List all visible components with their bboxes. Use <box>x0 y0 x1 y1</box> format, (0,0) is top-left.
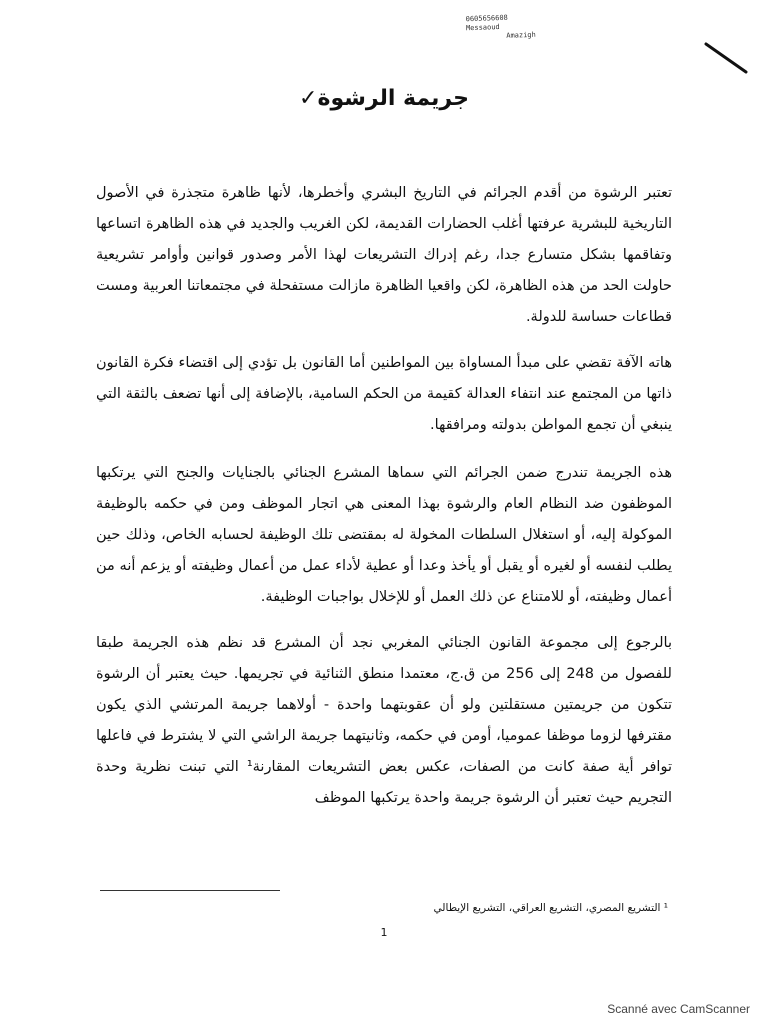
handwritten-note-line: Messaoud <box>465 23 500 33</box>
paragraph: هاته الآفة تقضي على مبدأ المساواة بين المواطنين أما القانون بل تؤدي إلى اقتضاء فكرة القانون ذاتها من المجتمع عند انتفاء العدالة كقيمة من الحكم السامية، بالإضافة إلى أنها تضعف بالثقة التي ينبغي أن تجمع المواطن بدولته ومرافقها. <box>96 355 672 433</box>
paragraph: تعتبر الرشوة من أقدم الجرائم في التاريخ البشري وأخطرها، لأنها ظاهرة متجذرة في الأصول التاريخية للبشرية عرفتها أغلب الحضارات القديمة، لكن الغريب والجديد في هذه الظاهرة اتساعها وتفاقمها بشكل متسارع جدا، رغم إدراك التشريعات لهذا الأمر وصدور قوانين وأوامر تشريعية حاولت الحد من هذه الظاهرة، لكن واقعيا الظاهرة مازالت مستفحلة في مجتمعاتنا العربية ومست قطاعات حساسة للدولة. <box>96 185 672 325</box>
document-body <box>96 178 672 829</box>
paragraph: هذه الجريمة تندرج ضمن الجرائم التي سماها المشرع الجنائي بالجنايات والجنح التي يرتكبها الموظفون ضد النظام العام والرشوة بهذا المعنى هي اتجار الموظف ومن في حكمه بالوظيفة الموكولة إليه، أو استغلال السلطات المخولة له بمقتضى تلك الوظيفة لحسابه الخاص، وذلك حين يطلب لنفسه أو لغيره أو يقبل أو يأخذ وعدا أو عطية لأداء عمل من أعمال وظيفته أو يزعم أنه من أعمال وظيفته، أو للامتناع عن ذلك العمل أو للإخلال بواجبات الوظيفة. <box>96 465 672 605</box>
page-title <box>0 86 768 111</box>
paragraph: بالرجوع إلى مجموعة القانون الجنائي المغربي نجد أن المشرع قد نظم هذه الجريمة طبقا للفصول من 248 إلى 256 من ق.ج، معتمدا منطق الثنائية في تجريمها. حيث يعتبر أن الرشوة تتكون من جريمتين مستقلتين ولو أن عقوبتهما واحدة - أولاهما جريمة المرتشي الذي يكون مقترفها لزوما موظفا عموميا، أومن في حكمه، وثانيتهما جريمة الراشي التي لا يشترط في فاعلها توافر أية صفة كانت من الصفات، عكس بعض التشريعات المقارنة¹ التي تبنت نظرية وحدة التجريم حيث تعتبر أن الرشوة جريمة واحدة يرتكبها الموظف <box>96 635 672 806</box>
check-mark-icon: ✓ <box>299 86 318 111</box>
handwritten-note-line: Amazigh <box>506 30 536 40</box>
footnote-divider <box>100 890 280 891</box>
footnote: ¹ التشريع المصري، التشريع العراقي، التشريع الإيطالي <box>433 902 668 914</box>
scanner-watermark: Scanné avec CamScanner <box>607 1002 750 1016</box>
handwritten-note <box>466 13 536 42</box>
pen-stroke-mark <box>700 40 750 76</box>
title-text: جريمة الرشوة <box>317 86 469 111</box>
page-number: 1 <box>380 926 388 939</box>
handwritten-note-line: 0605656608 <box>465 13 508 24</box>
